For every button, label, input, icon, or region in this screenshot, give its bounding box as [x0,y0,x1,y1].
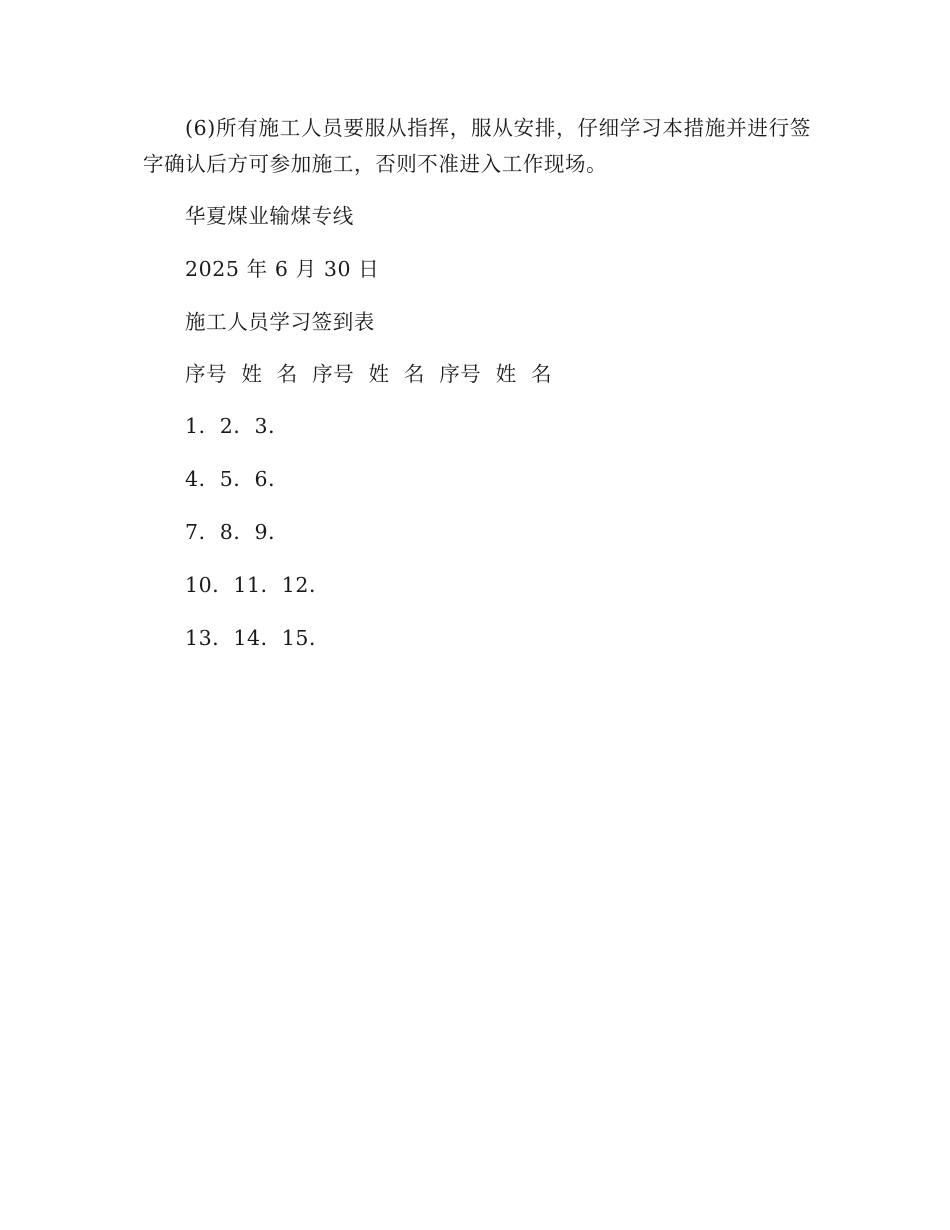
sign-in-table-header: 序号 姓 名 序号 姓 名 序号 姓 名 [185,362,553,386]
sign-in-row: 13．14．15． [185,626,331,650]
sign-in-row: 10．11．12． [185,573,331,597]
paragraph-item-6: (6)所有施工人员要服从指挥，服从安排，仔细学习本措施并进行签字确认后方可参加施工，否则不准进入工作现场。 [143,116,811,176]
sign-in-row: 1．2．3． [185,414,290,438]
sign-in-row: 4．5．6． [185,467,290,491]
sign-in-row: 7．8．9． [185,520,290,544]
organization-name: 华夏煤业输煤专线 [185,204,354,228]
sign-in-sheet-title: 施工人员学习签到表 [185,310,375,334]
document-date: 2025 年 6 月 30 日 [185,257,380,281]
